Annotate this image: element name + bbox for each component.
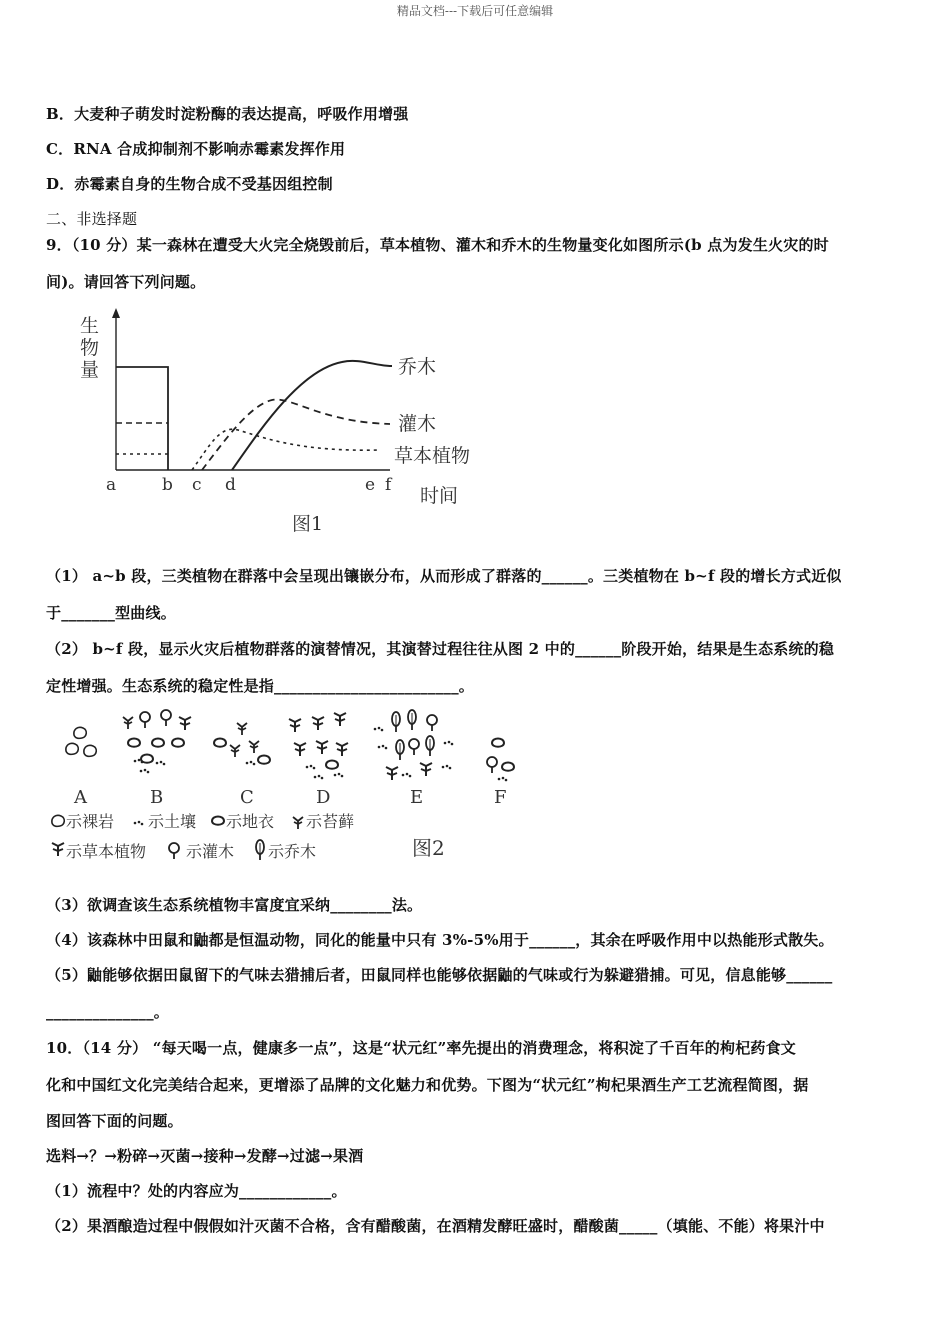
- q9-stem-2: 间)。请回答下列问题。: [46, 273, 206, 291]
- q10-stem-1: 10．（14 分） “每天喝一点，健康多一点”，这是“状元红”率先提出的消费理念，将积淀了千百年的枸杞药食文: [46, 1039, 797, 1057]
- stage-d-cluster: [289, 713, 348, 779]
- stage-label-d: D: [316, 787, 331, 808]
- stage-label-f: F: [494, 787, 507, 808]
- y-axis-arrow: [112, 308, 120, 318]
- label-shrub: 灌木: [398, 413, 437, 435]
- legend-soil: 示土壤: [148, 812, 197, 831]
- stage-label-b: B: [150, 787, 164, 808]
- q10-flow: 选料→？→粉碎→灭菌→接种→发酵→过滤→果酒: [46, 1147, 364, 1165]
- stage-a-cluster: [66, 727, 96, 756]
- stage-c-cluster: [214, 723, 270, 765]
- q9-part3: （3）欲调查该生态系统植物丰富度宜采纳________法。: [46, 896, 423, 914]
- point-c: c: [192, 475, 202, 495]
- q10-part2: （2）果酒酿造过程中假假如汁灭菌不合格，含有醋酸菌，在酒精发酵旺盛时，醋酸菌_____（填能、不能）将果汁中: [46, 1217, 825, 1235]
- q10-stem-3: 图回答下面的问题。: [46, 1112, 183, 1130]
- label-tree: 乔木: [398, 356, 437, 378]
- q9-part5-line2: ______________。: [46, 1003, 170, 1021]
- legend-moss: 示苔藓: [306, 812, 355, 831]
- tree-curve: [232, 361, 392, 470]
- shrub-curve: [202, 400, 390, 470]
- page-header: 精品文档---下载后可任意编辑: [396, 4, 554, 18]
- q9-part4: （4）该森林中田鼠和鼬都是恒温动物，同化的能量中只有 3%-5%用于______，其余在呼吸作用中以热能形式散失。: [46, 931, 834, 949]
- point-e: e: [365, 475, 376, 495]
- q9-part5-line1: （5）鼬能够依据田鼠留下的气味去猎捕后者，田鼠同样也能够依据鼬的气味或行为躲避猎捕。可见，信息能够______: [46, 966, 833, 984]
- legend-bare-rock: 示裸岩: [66, 812, 115, 831]
- ylabel-char: 物: [80, 337, 100, 359]
- q9-part2-line2: 定性增强。生态系统的稳定性是指________________________。: [46, 677, 475, 695]
- q9-stem-1: 9．（10 分）某一森林在遭受大火完全烧毁前后，草本植物、灌木和乔木的生物量变化如图所示(b 点为发生火灾的时: [46, 236, 829, 254]
- ylabel-char: 量: [80, 359, 100, 381]
- stage-b-cluster: [123, 710, 191, 773]
- q10-stem-2: 化和中国红文化完美结合起来，更增添了品牌的文化魅力和优势。下图为“状元红”枸杞果酒生产工艺流程简图，据: [46, 1076, 809, 1094]
- option-b: B．大麦种子萌发时淀粉酶的表达提高，呼吸作用增强: [46, 105, 409, 123]
- q9-part1-line2: 于_______型曲线。: [46, 604, 176, 622]
- point-f: f: [385, 475, 392, 495]
- legend-herb: 示草本植物: [66, 842, 147, 861]
- option-c: C．RNA 合成抑制剂不影响赤霉素发挥作用: [46, 140, 346, 158]
- figure-1-caption: 图1: [292, 513, 324, 535]
- section-title: 二、非选择题: [46, 210, 138, 228]
- figure-1: [60, 300, 500, 540]
- legend-lichen: 示地衣: [226, 812, 275, 831]
- herb-curve: [192, 429, 380, 470]
- option-d: D．赤霉素自身的生物合成不受基因组控制: [46, 175, 333, 193]
- point-d: d: [225, 475, 236, 495]
- stage-f-cluster: [487, 739, 514, 782]
- q9-part1-line1: （1） a~b 段，三类植物在群落中会呈现出镶嵌分布，从而形成了群落的______。三类植物在 b~f 段的增长方式近似: [46, 567, 842, 585]
- ylabel-char: 生: [80, 315, 100, 337]
- stage-label-a: A: [74, 787, 87, 808]
- stage-label-e: E: [410, 787, 424, 808]
- q10-part1: （1）流程中？处的内容应为____________。: [46, 1182, 347, 1200]
- legend-shrub: 示灌木: [186, 842, 235, 861]
- point-a: a: [106, 475, 117, 495]
- figure-2-caption: 图2: [412, 836, 445, 860]
- label-herb: 草本植物: [394, 445, 471, 467]
- q9-part2-line1: （2） b~f 段，显示火灾后植物群落的演替情况，其演替过程往往从图 2 中的______阶段开始，结果是生态系统的稳: [46, 640, 835, 658]
- legend-tree: 示乔木: [268, 842, 317, 861]
- stage-e-cluster: [374, 710, 454, 780]
- point-b: b: [162, 475, 173, 495]
- x-axis-label: 时间: [420, 485, 459, 507]
- figure-2: [50, 705, 507, 870]
- stage-label-c: C: [240, 787, 254, 808]
